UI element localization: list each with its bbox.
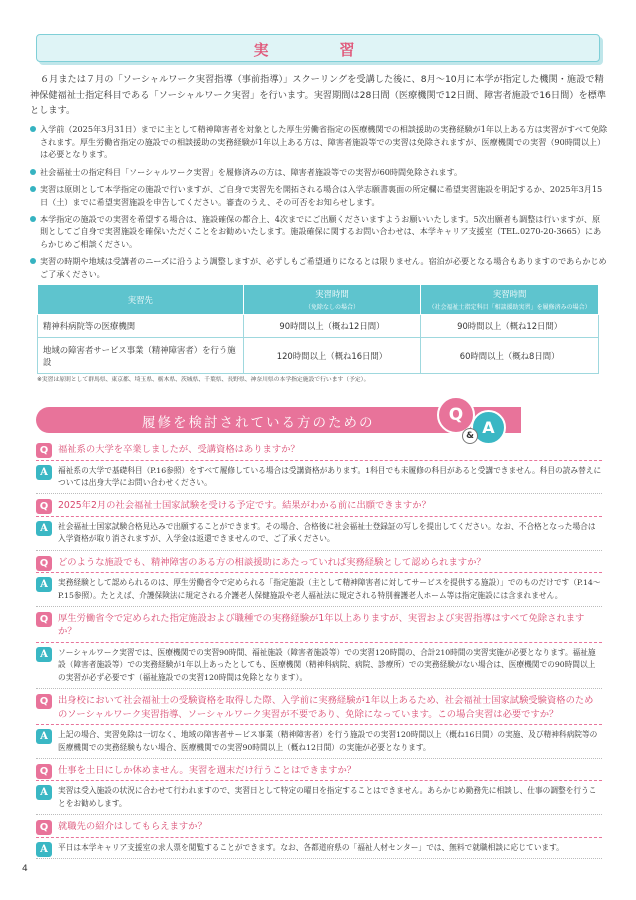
table-footnote: ※実習は原則として群馬県、東京都、埼玉県、栃木県、茨城県、千葉県、長野県、神奈川県の本学指定施設で行います（予定）。	[37, 377, 370, 383]
practicum-hours-table	[37, 284, 599, 374]
bullet-item: 本学指定の施設での実習を希望する場合は、施設確保の都合上、4次までにご出願くださいますようお願いいたします。5次出願者も調整は行いますが、原則としてご自身で実習施設を確保いただくことをお勧めいたします。施設確保に関するお問い合わせは、本学キャリア支援室（TEL.0270-20-3665）にあらかじめご相談ください。	[30, 213, 608, 251]
page-number: 4	[22, 864, 28, 874]
answer-row: A 平日は本学キャリア支援室の求人票を閲覧することができます。なお、各都道府県の「福祉人材センター」では、無料で就職相談に応じています。	[36, 842, 602, 859]
answer-row: A 実習は受入施設の状況に合わせて行われますので、実習日として特定の曜日を指定することはできません。あらかじめ勤務先に相談し、仕事の調整を行うことをお勧めします。	[36, 785, 602, 815]
q-badge-icon: Q	[36, 820, 52, 835]
qa-item	[36, 764, 602, 815]
question-row: Q 福祉系の大学を卒業しましたが、受講資格はありますか？	[36, 443, 602, 461]
a-badge-icon: A	[36, 842, 52, 857]
table-row	[38, 338, 599, 374]
intro-paragraph: ６月または７月の「ソーシャルワーク実習指導（事前指導）」スクーリングを受講した後に、8月～10月に本学が指定した機関・施設で精神保健福祉士指定科目である「ソーシャルワーク実習」を行います。実習期間は28日間（医療機関で12日間、障害者施設で16日間）を標準とします。	[30, 74, 607, 116]
question-row: Q 厚生労働省令で定められた指定施設および職種での実務経験が1年以上ありますが、実習および実習指導はすべて免除されますか？	[36, 612, 602, 643]
a-badge-icon: A	[36, 647, 52, 662]
q-bubble-icon: Q	[437, 396, 475, 434]
question-row: Q どのような施設でも、精神障害のある方の相談援助にあたっていれば実務経験として認められますか？	[36, 556, 602, 574]
a-badge-icon: A	[36, 465, 52, 480]
a-bubble-icon: A	[471, 410, 506, 445]
q-badge-icon: Q	[36, 764, 52, 779]
q-badge-icon: Q	[36, 443, 52, 458]
bullet-dot-icon	[30, 258, 36, 264]
bullet-dot-icon	[30, 169, 36, 175]
qa-item	[36, 820, 602, 859]
q-badge-icon: Q	[36, 694, 52, 709]
answer-row: A 福祉系の大学で基礎科目（P.16参照）をすべて履修している場合は受講資格があります。1科目でも未履修の科目があると受講できません。科目の読み替えについては出身大学にお問い合わせください。	[36, 465, 602, 495]
q-badge-icon: Q	[36, 556, 52, 571]
a-badge-icon: A	[36, 785, 52, 800]
section-title-banner	[36, 34, 600, 62]
question-row: Q 就職先の紹介はしてもらえますか？	[36, 820, 602, 838]
answer-row: A 上記の場合、実習免除は一切なく、地域の障害者サービス事業（精神障害者）を行う施設での実習120時間以上（概ね16日間）の実施、及び精神科病院等の医療機関での実務経験もない場合、医療機関での実習90時間以上（概ね12日間）の実施が必要となります。	[36, 729, 602, 759]
a-badge-icon: A	[36, 577, 52, 592]
qa-list	[36, 443, 602, 864]
answer-row: A ソーシャルワーク実習では、医療機関での実習90時間、福祉施設（障害者施設等）での実習120時間の、合計210時間の実習実施が必要となります。福祉施設（障害者施設等）での実務経験が1年以上あったとしても、医療機関（精神科病院、病院、診療所）での実務経験がない場合は、医療機関での90時間以上の実習が必ず必要です（福祉施設での実習120時間は免除となります）。	[36, 647, 602, 689]
bullet-item: 入学前（2025年3月31日）までに主として精神障害者を対象とした厚生労働省指定の医療機関での相談援助の実務経験が1年以上ある方は実習がすべて免除されます。厚生労働省指定の施設での相談援助の実務経験が1年以上ある方は、障害者施設等での実習は免除されますが、医療機関での実習（90時間以上）は必要となります。	[30, 123, 608, 161]
a-badge-icon: A	[36, 521, 52, 536]
question-row: Q 2025年2月の社会福祉士国家試験を受ける予定です。結果がわかる前に出願できますか？	[36, 499, 602, 517]
table-cell: 90時間以上（概ね12日間）	[421, 315, 599, 338]
ampersand-icon: &	[462, 428, 478, 444]
q-badge-icon: Q	[36, 499, 52, 514]
a-badge-icon: A	[36, 729, 52, 744]
qa-item	[36, 443, 602, 494]
q-badge-icon: Q	[36, 612, 52, 627]
table-cell: 60時間以上（概ね8日間）	[421, 338, 599, 374]
bullet-dot-icon	[30, 126, 36, 132]
bullet-item: 社会福祉士の指定科目「ソーシャルワーク実習」を履修済みの方は、障害者施設等での実習が60時間免除されます。	[30, 166, 608, 179]
section-title: 実 習	[253, 41, 383, 59]
qa-item	[36, 612, 602, 689]
qa-item	[36, 499, 602, 550]
bullet-item: 実習の時期や地域は受講者のニーズに沿うよう調整しますが、必ずしもご希望通りになるとは限りません。宿泊が必要となる場合もありますのであらかじめご了承ください。	[30, 255, 608, 280]
table-header-cell: 実習時間 （社会福祉士指定科目「相談援助実習」を履修済みの場合）	[421, 285, 599, 315]
bullet-dot-icon	[30, 186, 36, 192]
table-header-cell: 実習時間 （免除なしの場合）	[243, 285, 421, 315]
bullet-item: 実習は原則として本学指定の施設で行いますが、ご自身で実習先を開拓される場合は入学志願書裏面の所定欄に希望実習施設を明記するか、2025年3月15日（土）までに希望実習施設を申告してください。審査のうえ、その可否をお知らせします。	[30, 183, 608, 208]
question-row: Q 仕事を土日にしか休めません。実習を週末だけ行うことはできますか？	[36, 764, 602, 782]
qa-item	[36, 556, 602, 607]
answer-row: A 実務経験として認められるのは、厚生労働省令で定められる「指定施設（主として精神障害者に対してサービスを提供する施設）」でのものだけです（P.14～P.15参照）。たとえば、介護保険法に規定される介護老人保健施設や老人福祉法に規定される特別養護老人ホーム等は指定施設には含まれません。	[36, 577, 602, 607]
qa-item	[36, 694, 602, 759]
table-row	[38, 315, 599, 338]
table-cell: 90時間以上（概ね12日間）	[243, 315, 421, 338]
table-header-cell: 実習先	[38, 285, 244, 315]
bullet-dot-icon	[30, 216, 36, 222]
answer-row: A 社会福祉士国家試験合格見込みで出願することができます。その場合、合格後に社会福祉士登録証の写しを提出してください。なお、不合格となった場合は入学資格が取り消されますが、入学金は返還できませんので、ご了承ください。	[36, 521, 602, 551]
qa-section-title: 履修を検討されている方のための	[142, 415, 375, 431]
bullet-list	[30, 123, 608, 285]
table-cell: 精神科病院等の医療機関	[38, 315, 244, 338]
table-cell: 120時間以上（概ね16日間）	[243, 338, 421, 374]
table-cell: 地域の障害者サービス事業（精神障害者）を行う施設	[38, 338, 244, 374]
table-header-row	[38, 285, 599, 315]
question-row: Q 出身校において社会福祉士の受験資格を取得した際、入学前に実務経験が1年以上あるため、社会福祉士国家試験受験資格のためのソーシャルワーク実習指導、ソーシャルワーク実習が不要であり、免除になっています。この場合実習は必要ですか？	[36, 694, 602, 725]
